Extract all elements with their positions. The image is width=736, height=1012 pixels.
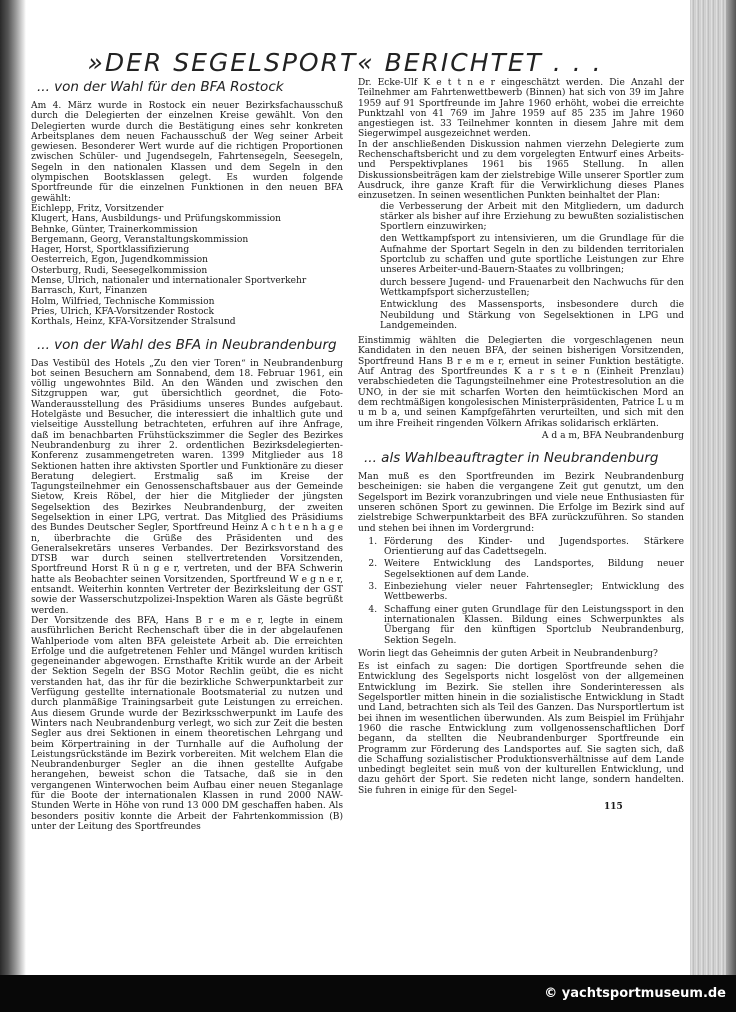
list-item: Behnke, Günter, Trainerkommission	[31, 224, 198, 235]
list-item: durch bessere Jugend- und Frauenarbeit den Nachwuchs für den Wettkampfsport sicherzustellen;	[380, 277, 684, 298]
list-item: Eichlepp, Fritz, Vorsitzender	[31, 203, 164, 214]
paragraph: Einstimmig wählten die Delegierten die vorgeschlagenen neun Kandidaten in den neuen BFA, der seinen bisherigen Vorsitzenden, Sportfreund Hans B r e m e r, erneut in seiner Funktion bestätigte. Auf Antrag des Sportfreundes K a r s t e n (Einheit Prenzlau) verabschiedeten die Tagungsteilnehmer eine Protestresolution an die UNO, in der sie mit scharfen Worten den heimtückischen Mord an dem rechtmäßigen kongolesischen Ministerpräsidenten, Patrice L u m u m b a, und seinen Kampfgefährten verurteilten, und sich mit den um ihre Freiheit ringenden Völkern Afrikas solidarisch erklärten.	[358, 336, 684, 429]
priorities-list	[358, 537, 684, 646]
paragraph: In der anschließenden Diskussion nahmen vierzehn Delegierte zum Rechenschaftsbericht und zu dem vorgelegten Entwurf eines Arbeits- und Perspektivplanes 1961 bis 1965 Stellung. In allen Diskussionsbeiträgen kam der zielstrebige Wille unserer Sportler zum Ausdruck, ihre ganze Kraft für die Verwirklichung dieses Planes einzusetzen. In seinen wesentlichen Punkten beinhaltet der Plan:	[358, 139, 684, 202]
elected-members-list	[31, 204, 343, 328]
list-item: Osterburg, Rudi, Seesegelkommission	[31, 265, 208, 276]
list-item: Holm, Wilfried, Technische Kommission	[31, 296, 215, 307]
paragraph: Der Vorsitzende des BFA, Hans B r e m e r, legte in einem ausführlichen Bericht Rechenschaft über die in der abgelaufenen Wahlperiode vom alten BFA geleistete Arbeit ab. Die erreichten Erfolge und die aufgetretenen Fehler und Mängel wurden kritisch gegeneinander abgewogen. Ernsthafte Kritik wurde an der Arbeit der Sektion Segeln der BSG Motor Rechlin geübt, die es nicht verstanden hat, das ihr für die bezirkliche Schwerpunktarbeit zur Verfügung gestellte internationale Bootsmaterial zu nutzen und durch planmäßige Trainingsarbeit gute Leistungen zu erreichen. Aus diesem Grunde wurde der Bezirksschwerpunkt im Laufe des Winters nach Neubrandenburg verlegt, wo sich zur Zeit die besten Segler aus drei Sektionen in einem theoretischen Lehrgang und beim Körpertraining in der Turnhalle auf die Aufholung der Leistungsrückstände im Bezirk vorbereiten. Mit welchem Elan die Neubrandenburger Segler an die ihnen gestellte Aufgabe herangehen, beweist schon die Tatsache, daß sie in den vergangenen Winterwochen beim Aufbau einer neuen Steganlage für die Boote der internationalen Klassen in rund 2000 NAW-Stunden Werte in Höhe von rund 13 000 DM geschaffen haben. Als besonders positiv konnte die Arbeit der Fahrtenkommission (B) unter der Leitung des Sportfreundes	[31, 615, 343, 832]
section-heading-rostock: ... von der Wahl für den BFA Rostock	[37, 79, 284, 95]
list-item: Klugert, Hans, Ausbildungs- und Prüfungskommission	[31, 214, 281, 225]
plan-list	[358, 202, 684, 332]
section-heading-neubrandenburg: ... von der Wahl des BFA in Neubrandenburg	[37, 336, 337, 353]
page-number: 115	[604, 802, 623, 812]
list-item: Korthals, Heinz, KFA-Vorsitzender Stralsund	[31, 317, 236, 328]
left-column	[31, 78, 343, 832]
list-item: den Wettkampfsport zu intensivieren, um die Grundlage für die Aufnahme der Sportart Segeln in den zu bildenden territorialen Sportclub zu schaffen und gute sportliche Leistungen zur Ehre unseres Arbeiter-und-Bauern-Staates zu vollbringen;	[380, 234, 684, 276]
paragraph: Am 4. März wurde in Rostock ein neuer Bezirksfachausschuß durch die Delegierten der einzelnen Kreise gewählt. Von den Delegierten wurde durch die Bestätigung eines sehr konkreten Arbeitsplanes dem neuen Fachausschuß der Weg seiner Arbeit gewiesen. Besonderer Wert wurde auf die richtigen Proportionen zwischen Schüler- und Jugendsegeln, Fahrtensegeln, Seesegeln, Segeln in den nationalen Klassen und dem Segeln in den olympischen Bootsklassen gelegt. Es wurden folgende Sportfreunde für die einzelnen Funktionen in den neuen BFA gewählt:	[31, 101, 343, 204]
paragraph: Das Vestibül des Hotels „Zu den vier Toren“ in Neubrandenburg bot seinen Besuchern am Sonnabend, dem 18. Februar 1961, ein völlig ungewohntes Bild. An den Wänden und zwischen den Sitzgruppen war, gut übersichtlich geordnet, die Foto-Wanderausstellung des Präsidiums unseres Bundes aufgebaut. Hotelgäste und Besucher, die interessiert die inhaltlich gute und vielseitige Ausstellung betrachteten, erfuhren auf ihre Anfrage, daß im benachbarten Frühstückszimmer die Segler des Bezirkes Neubrandenburg zu ihrer 2. ordentlichen Bezirksdelegierten-Konferenz zusammengetreten waren. 1399 Mitglieder aus 18 Sektionen hatten ihre aktivsten Sportler und Funktionäre zu dieser Beratung delegiert. Erstmalig saß im Kreise der Tagungsteilnehmer ein Genossenschaftsbauer aus der Gemeinde Sietow, Kreis Röbel, der hier die Mitglieder der jüngsten Segelsektion des Bezirkes Neubrandenburg, der zweiten Segelsektion in einer LPG, vertrat. Das Mitglied des Präsidiums des Bundes Deutscher Segler, Sportfreund Heinz A c h t e n h a g e n, überbrachte die Grüße des Präsidenten und des Generalsekretärs unseres Verbandes. Der Bezirksvorstand des DTSB war durch seinen stellvertretenden Vorsitzenden, Sportfreund Horst R ü n g e r, vertreten, und der BFA Schwerin hatte als Beobachter seinen Vorsitzenden, Sportfreund W e g n e r, entsandt. Weiterhin konnten Vertreter der Bezirksleitung der GST sowie der Wasserschutzpolizei-Inspektion Waren als Gäste begrüßt werden.	[31, 358, 343, 616]
book-binding-shadow	[0, 0, 26, 975]
list-item: Mense, Ulrich, nationaler und internationaler Sportverkehr	[31, 276, 307, 287]
list-item: Barrasch, Kurt, Finanzen	[31, 286, 148, 297]
section-heading-wahlbeauftragter: ... als Wahlbeauftragter in Neubrandenburg	[364, 450, 659, 467]
list-item: 3. Einbeziehung vieler neuer Fahrtensegler; Entwicklung des Wettbewerbs.	[380, 582, 684, 603]
list-item: Oesterreich, Egon, Jugendkommission	[31, 255, 208, 266]
paragraph: Man muß es den Sportfreunden im Bezirk Neubrandenburg bescheinigen: sie haben die vergangene Zeit gut genutzt, um den Segelsport im Bezirk voranzubringen und viele neue Enthusiasten für unseren schönen Sport zu gewinnen. Die Erfolge im Bezirk sind auf zielstrebige Schwerpunktarbeit des BFA zurückzuführen. So standen und stehen bei ihnen im Vordergrund:	[358, 472, 684, 534]
paragraph: Worin liegt das Geheimnis der guten Arbeit in Neubrandenburg?	[358, 648, 658, 659]
page-edges	[690, 0, 736, 975]
list-item: die Verbesserung der Arbeit mit den Mitgliedern, um dadurch stärker als bisher auf ihre Erziehung zu bewußten sozialistischen Sportlern einzuwirken;	[380, 201, 684, 233]
page-title: »DER SEGELSPORT« BERICHTET . . .	[87, 48, 603, 77]
list-item: 2. Weitere Entwicklung des Landsportes, Bildung neuer Segelsektionen auf dem Lande.	[380, 559, 684, 580]
list-item: Pries, Ulrich, KFA-Vorsitzender Rostock	[31, 306, 215, 317]
list-item: 4. Schaffung einer guten Grundlage für den Leistungssport in den internationalen Klassen. Bildung eines Schwerpunktes als Übergang für den künftigen Sportclub Neubrandenburg, Sektion Segeln.	[380, 605, 684, 646]
author-signature: A d a m, BFA Neubrandenburg	[541, 430, 684, 441]
list-item: Entwicklung des Massensports, insbesondere durch die Neubildung und Stärkung von Segelsektionen in LPG und Landgemeinden.	[380, 300, 684, 331]
right-column	[358, 78, 684, 812]
list-item: Hager, Horst, Sportklassifizierung	[31, 245, 190, 256]
list-item: 1. Förderung des Kinder- und Jugendsportes. Stärkere Orientierung auf das Cadettsegeln.	[380, 537, 684, 558]
list-item: Bergemann, Georg, Veranstaltungskommission	[31, 234, 249, 245]
watermark-credit: © yachtsportmuseum.de	[544, 986, 726, 1001]
paragraph: Es ist einfach zu sagen: Die dortigen Sportfreunde sehen die Entwicklung des Segelsports nicht losgelöst von der allgemeinen Entwicklung im Bezirk. Sie stellen ihre Sonderinteressen als Segelsportler mitten hinein in die sozialistische Entwicklung in Stadt und Land, betrachten sich als Teil des Ganzen. Das Nursportlertum ist bei ihnen im wesentlichen überwunden. Als zum Beispiel im Frühjahr 1960 die rasche Entwicklung zum vollgenossenschaftlichen Dorf begann, da stellten die Neubrandenburger Sportfreunde ein Programm zur Förderung des Landsportes auf. Sie sagten sich, daß die Schaffung sozialistischer Produktionsverhältnisse auf dem Lande unbedingt begleitet sein muß von der kulturellen Entwicklung, und dazu gehört der Sport. Sie redeten nicht lange, sondern handelten. Sie fuhren in einige für den Segel-	[358, 662, 684, 796]
paragraph: Dr. Ecke-Ulf K e t t n e r eingeschätzt werden. Die Anzahl der Teilnehmer am Fahrtenwettbewerb (Binnen) hat sich von 39 im Jahre 1959 auf 91 Sportfreunde im Jahre 1960 erhöht, wobei die erreichte Punktzahl von 41 769 im Jahre 1959 auf 85 235 im Jahre 1960 angestiegen ist. 33 Teilnehmer konnten in diesem Jahre mit dem Siegerwimpel ausgezeichnet werden.	[358, 78, 684, 140]
